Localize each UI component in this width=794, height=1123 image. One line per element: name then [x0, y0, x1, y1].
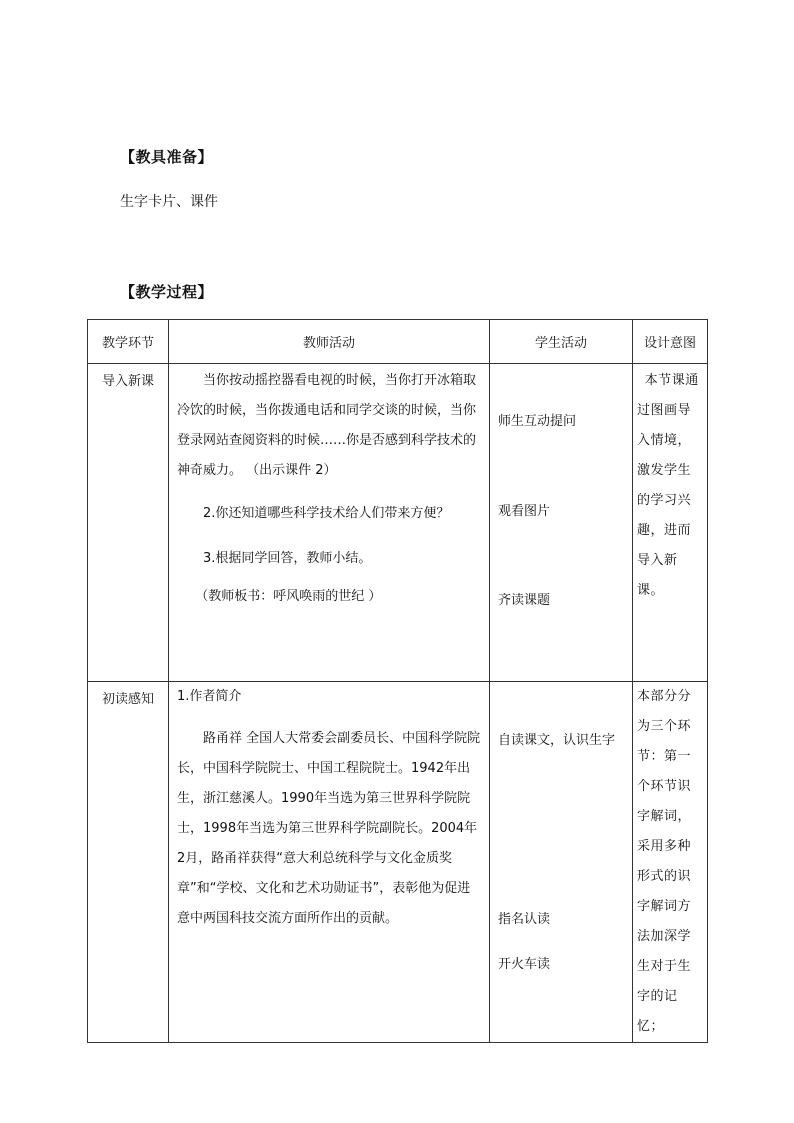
tools-section-body: 生字卡片、课件: [120, 194, 218, 210]
student-activity-item: 开火车读: [498, 957, 551, 972]
student-activity-item: 观看图片: [498, 504, 551, 519]
table-row: [88, 364, 708, 682]
student-activity-item: 齐读课题: [498, 593, 551, 608]
teacher-activity-cell: [169, 682, 490, 1043]
student-activity-cell: [490, 682, 633, 1043]
design-intent-text: 本部分分为三个环节：第一个环节识字解词，采用多种形式的识字解词方法加深学生对于生字的记忆；: [637, 689, 692, 1034]
student-activity-item: 指名认读: [498, 912, 551, 927]
stage-cell: 导入新课: [88, 364, 169, 682]
teacher-paragraph: 1.作者简介: [177, 689, 242, 704]
teaching-process-table: [87, 319, 708, 1043]
design-intent-cell: [633, 682, 708, 1043]
tools-section-title: 【教具准备】: [120, 148, 214, 166]
design-intent-cell: [633, 364, 708, 682]
teacher-paragraph: 3.根据同学回答，教师小结。: [203, 551, 372, 566]
teacher-paragraph: 路甬祥 全国人大常委会副委员长、中国科学院院长，中国科学院院士、中国工程院院士。1942年出生，浙江慈溪人。1990年当选为第三世界科学院院士，1998年当选为第三世界科学院副院长。2004年2月，路甬祥获得“意大利总统科学与文化金质奖章”和“学校、文化和艺术功勋证书”，表彰他为促进意中两国科技交流方面所作出的贡献。: [177, 731, 481, 926]
teacher-paragraph: 2.你还知道哪些科学技术给人们带来方便？: [203, 506, 450, 521]
design-intent-text: 本节课通过图画导入情境，激发学生的学习兴趣，进而导入新课。: [637, 373, 699, 598]
student-activity-cell: [490, 364, 633, 682]
header-teacher-activity: 教师活动: [169, 320, 490, 364]
header-student-activity: 学生活动: [490, 320, 633, 364]
table-row: [88, 682, 708, 1043]
process-section-title: 【教学过程】: [120, 283, 214, 301]
teacher-paragraph: （教师板书：呼风唤雨的世纪 ）: [195, 589, 382, 604]
header-stage: 教学环节: [88, 320, 169, 364]
table-header-row: [88, 320, 708, 364]
stage-cell: 初读感知: [88, 682, 169, 1043]
student-activity-item: 自读课文，认识生字: [498, 733, 616, 748]
teacher-paragraph: 当你按动摇控器看电视的时候，当你打开冰箱取冷饮的时候，当你拨通电话和同学交谈的时候，当你登录网站查阅资料的时候……你是否感到科学技术的神奇威力。 （出示课件 2）: [177, 373, 477, 478]
student-activity-item: 师生互动提问: [498, 414, 577, 429]
header-design-intent: 设计意图: [633, 320, 708, 364]
teacher-activity-cell: [169, 364, 490, 682]
